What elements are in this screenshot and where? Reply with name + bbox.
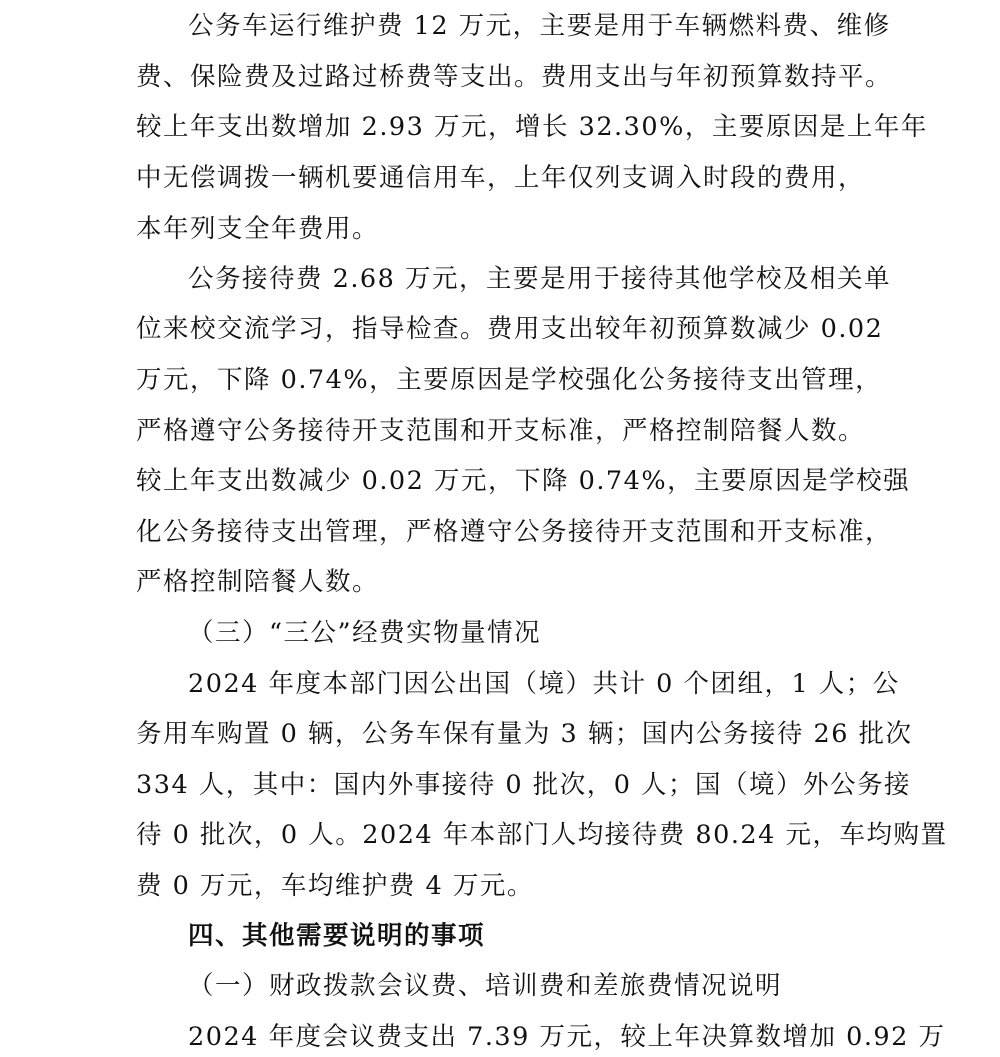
paragraph-line: 较上年支出数增加 2.93 万元，增长 32.30%，主要原因是上年年 xyxy=(136,112,928,142)
paragraph-line: 费 0 万元，车均维护费 4 万元。 xyxy=(136,871,534,901)
subsection-heading: （三）“三公”经费实物量情况 xyxy=(188,618,542,648)
paragraph-line: 费、保险费及过路过桥费等支出。费用支出与年初预算数持平。 xyxy=(136,62,893,92)
paragraph-line: 公务接待费 2.68 万元，主要是用于接待其他学校及相关单 xyxy=(188,264,891,294)
paragraph-line: 334 人，其中：国内外事接待 0 批次，0 人；国（境）外公务接 xyxy=(136,770,912,800)
paragraph-line: 本年列支全年费用。 xyxy=(136,214,380,244)
paragraph-line: 2024 年度会议费支出 7.39 万元，较上年决算数增加 0.92 万 xyxy=(188,1022,946,1052)
paragraph-line: 中无偿调拨一辆机要通信用车，上年仅列支调入时段的费用， xyxy=(136,163,866,193)
subsection-heading: （一）财政拨款会议费、培训费和差旅费情况说明 xyxy=(188,971,783,1001)
paragraph-line: 2024 年度本部门因公出国（境）共计 0 个团组，1 人；公 xyxy=(188,669,900,699)
paragraph-line: 较上年支出数减少 0.02 万元，下降 0.74%，主要原因是学校强 xyxy=(136,466,911,496)
paragraph-line: 务用车购置 0 辆，公务车保有量为 3 辆；国内公务接待 26 批次 xyxy=(136,719,913,749)
paragraph-line: 万元，下降 0.74%，主要原因是学校强化公务接待支出管理， xyxy=(136,365,883,395)
section-heading: 四、其他需要说明的事项 xyxy=(188,921,486,951)
paragraph-line: 公务车运行维护费 12 万元，主要是用于车辆燃料费、维修 xyxy=(188,11,891,41)
paragraph-line: 待 0 批次，0 人。2024 年本部门人均接待费 80.24 元，车均购置 xyxy=(136,820,948,850)
paragraph-line: 严格控制陪餐人数。 xyxy=(136,567,380,597)
paragraph-line: 化公务接待支出管理，严格遵守公务接待开支范围和开支标准， xyxy=(136,517,893,547)
paragraph-line: 位来校交流学习，指导检查。费用支出较年初预算数减少 0.02 xyxy=(136,314,884,344)
paragraph-line: 严格遵守公务接待开支范围和开支标准，严格控制陪餐人数。 xyxy=(136,416,866,446)
